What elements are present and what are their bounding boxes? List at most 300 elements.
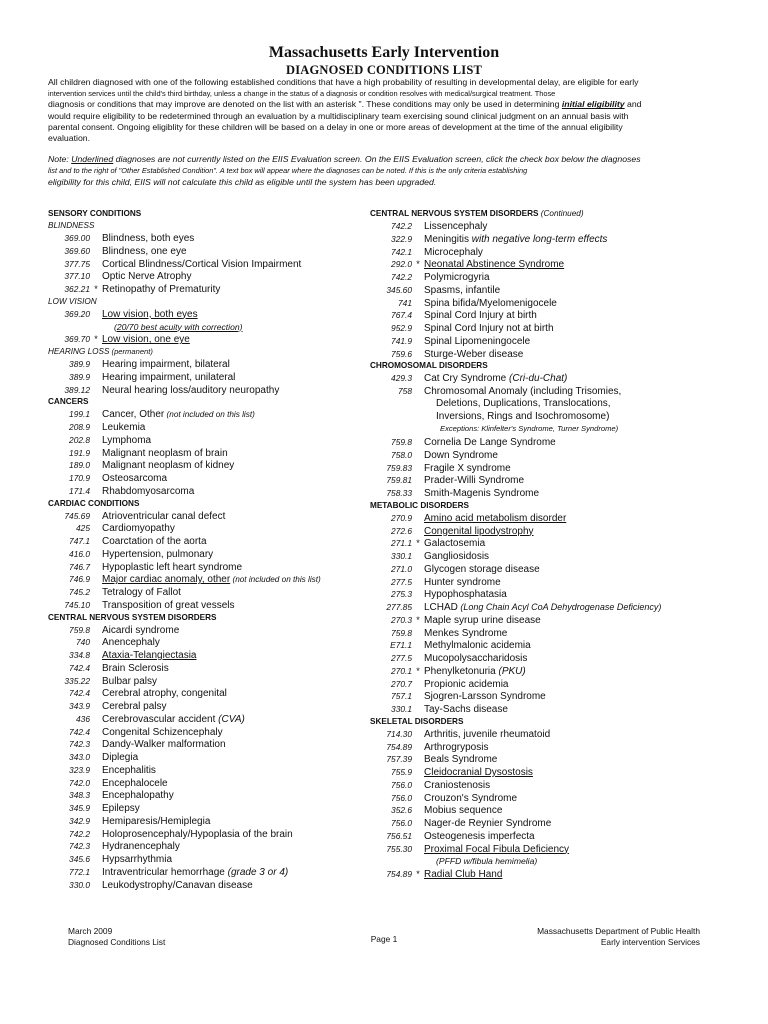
icd-code: 277.85 [386,602,412,612]
condition-row [370,563,720,576]
condition-row [48,548,358,561]
condition-name [102,867,288,878]
condition-row [48,662,358,675]
footer-date: March 2009 [68,926,113,936]
condition-name: Spinal Lipomeningocele [424,335,531,347]
section-heading: CARDIAC CONDITIONS [48,498,140,508]
continuation-text: (PFFD w/fibula hemimelia) [436,856,538,867]
condition-row [48,485,358,498]
condition-row [370,220,720,233]
icd-code: 345.9 [69,803,90,813]
icd-code: 742.3 [69,841,90,852]
condition-name: Down Syndrome [424,449,498,461]
icd-code: 191.9 [69,447,90,458]
condition-row [370,258,720,271]
condition-row [48,358,358,371]
condition-name: Osteosarcoma [102,473,168,484]
condition-name: Maple syrup urine disease [424,614,541,626]
icd-code: 759.8 [69,624,90,635]
icd-code: 759.83 [386,462,412,473]
icd-code: 741 [398,297,412,308]
footer-department: Early intervention Services [600,937,700,947]
condition-name: Mobius sequence [424,805,503,817]
icd-code: E71.1 [390,640,412,651]
icd-code: 389.9 [69,371,90,382]
intro-line: evaluation. [48,133,91,144]
condition-name: Sturge-Weber disease [424,348,524,360]
condition-name: Propionic acidemia [424,678,509,690]
continuation-text: (20/70 best acuity with correction) [114,321,243,332]
section-heading: METABOLIC DISORDERS [370,500,470,510]
icd-code: 758 [398,386,412,396]
icd-code: 271.1 [391,538,412,549]
icd-code: 742.2 [69,828,90,839]
condition-row [48,713,358,726]
icd-code: 345.6 [69,854,90,864]
condition-name: Tay-Sachs disease [424,704,508,715]
icd-code: 952.9 [391,323,412,333]
note-text: diagnoses are not currently listed on the EIIS Evaluation screen. On the EIIS Evaluation screen, click the check box below the diagnoses [113,154,641,164]
condition-label: Cerebrovascular accident [102,713,216,725]
section-heading: CANCERS [48,397,89,407]
condition-row [48,815,358,828]
condition-qualifier: (grade 3 or 4) [224,866,289,878]
condition-continuation: Inversions, Rings and Isochromosome) [436,410,610,422]
condition-row [48,561,358,574]
icd-code: 377.10 [64,271,90,282]
condition-row [370,665,720,678]
icd-code: 742.2 [391,272,412,282]
condition-row [48,308,358,321]
intro-line [48,99,720,110]
condition-name: Hypsarrhythmia [102,854,173,865]
icd-code: 745.69 [64,510,90,521]
condition-name: Rhabdomyosarcoma [102,485,195,497]
icd-code: 742.1 [391,246,412,257]
condition-row [48,535,358,548]
condition-label: Intraventricular hemorrhage [102,866,225,878]
condition-name: Smith-Magenis Syndrome [424,488,540,499]
icd-code: 755.9 [391,767,412,777]
asterisk: * [94,284,98,294]
icd-code: 270.7 [391,678,412,689]
asterisk: * [416,538,420,549]
icd-code: 271.0 [391,563,412,574]
icd-code: 714.30 [386,728,412,739]
condition-name: Epilepsy [102,803,140,814]
condition-row [48,802,358,815]
condition-row [370,627,720,640]
icd-code: 171.4 [69,485,90,496]
condition-name: Atrioventricular canal defect [102,510,226,522]
condition-label: Cat Cry Syndrome [424,373,507,385]
subsection-label: HEARING LOSS [48,347,110,356]
icd-code: 756.0 [391,779,412,790]
condition-name: Aicardi syndrome [102,624,180,636]
icd-code: 323.9 [69,764,90,775]
condition-name: Hydranencephaly [102,841,180,853]
icd-code: 756.0 [391,792,412,803]
icd-code: 189.0 [69,460,90,471]
icd-code: 759.8 [391,437,412,447]
icd-code: 389.12 [64,384,90,395]
condition-name: Ataxia-Telangiectasia [102,650,197,661]
condition-row [370,601,720,614]
icd-code: 362.21 [64,284,90,294]
icd-code: 330.0 [69,879,90,890]
condition-name: Hearing impairment, unilateral [102,371,236,383]
condition-row [48,522,358,535]
section-heading: SENSORY CONDITIONS [48,209,142,218]
condition-row [48,384,358,397]
condition-name: Osteogenesis imperfecta [424,830,535,842]
icd-code: 746.7 [69,561,90,572]
condition-name: Gangliosidosis [424,551,490,562]
condition-name: Menkes Syndrome [424,627,508,639]
condition-name: Optic Nerve Atrophy [102,271,192,283]
initial-eligibility-emphasis: initial eligibility [561,99,625,110]
condition-row [48,333,358,346]
condition-row [370,741,720,754]
condition-row [48,421,358,434]
condition-row [48,636,358,649]
condition-name: Anencephaly [102,637,160,649]
condition-row [370,271,720,284]
icd-code: 275.3 [391,589,412,600]
condition-qualifier: (Cri-du-Chat) [506,373,568,385]
icd-code: 199.1 [69,409,90,420]
icd-code: 758.0 [391,449,412,460]
condition-name [424,234,607,245]
condition-name: Microcephaly [424,246,483,258]
icd-code: 745.10 [64,599,90,610]
condition-name: Blindness, one eye [102,245,187,257]
condition-name: Arthrogryposis [424,741,489,753]
condition-name: Spinal Cord Injury not at birth [424,323,554,334]
condition-row [370,348,720,361]
condition-label: Cancer, Other [102,409,165,421]
icd-code: 277.5 [391,576,412,587]
condition-row [48,472,358,485]
condition-row [370,385,720,398]
condition-row [48,738,358,751]
icd-code: 425 [76,523,90,534]
icd-code: 369.70 [64,334,90,345]
icd-code: 270.3 [391,614,412,625]
icd-code: 747.1 [69,536,90,546]
intro-paragraph [48,77,720,144]
condition-row [48,447,358,460]
condition-row [370,690,720,703]
page-title: Massachusetts Early Intervention [268,44,500,61]
note-label: Note: [48,154,72,164]
asterisk: * [416,259,420,270]
condition-name: Transposition of great vessels [102,599,235,611]
condition-row [370,843,720,856]
condition-row [48,687,358,700]
condition-row [48,649,358,662]
condition-name: Low vision, one eye [102,334,190,346]
condition-row [48,751,358,764]
icd-code: 335.22 [64,675,90,686]
condition-row [370,614,720,627]
condition-name: Galactosemia [424,538,486,550]
condition-row [370,246,720,259]
section-heading: CENTRAL NERVOUS SYSTEM DISORDERS [48,612,217,622]
condition-row [370,576,720,589]
condition-name: Cerebral palsy [102,701,167,712]
condition-row [370,868,720,881]
condition-name: Congenital lipodystrophy [424,525,534,537]
page-subtitle: DIAGNOSED CONDITIONS LIST [285,63,483,77]
condition-name: Hunter syndrome [424,576,501,588]
intro-text: and [624,99,642,110]
icd-code: 202.8 [69,434,90,445]
condition-row [370,792,720,805]
condition-continuation [370,855,720,868]
condition-row [370,817,720,830]
condition-name: Nager-de Reynier Syndrome [424,818,552,829]
condition-row [370,728,720,741]
condition-name: Bulbar palsy [102,675,158,687]
icd-code: 342.9 [69,815,90,826]
condition-row [370,449,720,462]
condition-row [48,258,358,271]
condition-row [370,233,720,246]
condition-name: Hypertension, pulmonary [102,548,214,560]
condition-row [370,588,720,601]
condition-name: Dandy-Walker malformation [102,739,226,751]
icd-code: 343.9 [69,701,90,711]
condition-name: Leukodystrophy/Canavan disease [102,879,253,891]
condition-row [48,283,358,296]
condition-continuation: Deletions, Duplications, Translocations, [436,397,611,409]
condition-qualifier: (Long Chain Acyl CoA Dehydrogenase Deficiency) [457,602,662,612]
icd-code: 369.00 [64,233,90,243]
condition-row [48,371,358,384]
condition-name: Crouzon's Syndrome [424,792,518,804]
condition-row [370,309,720,322]
condition-row [48,599,358,612]
section-continued-note: (Continued) [538,209,584,218]
condition-name: Cerebral atrophy, congenital [102,688,227,700]
icd-code: 756.0 [391,818,412,828]
condition-row [48,434,358,447]
icd-code: 759.81 [386,475,412,486]
icd-code: 369.60 [64,245,90,256]
icd-code: 322.9 [391,233,412,244]
icd-code: 429.3 [391,373,412,384]
condition-name: Brain Sclerosis [102,662,169,674]
condition-name: Cleidocranial Dysostosis [424,767,533,778]
condition-qualifier: (PKU) [495,665,526,677]
subsection-note: (permanent) [109,347,153,356]
note-paragraph [48,154,720,188]
condition-row [48,840,358,853]
condition-row [370,335,720,348]
condition-name: Spinal Cord Injury at birth [424,310,537,322]
condition-qualifier: with negative long-term effects [469,233,608,245]
condition-name: Fragile X syndrome [424,462,511,474]
condition-name: Radial Club Hand [424,869,503,880]
condition-name: Sjogren-Larsson Syndrome [424,691,546,703]
condition-name: Methylmalonic acidemia [424,640,531,652]
subsection-heading: LOW VISION [48,296,97,306]
condition-row [48,726,358,739]
condition-name: Low vision, both eyes [102,308,198,320]
condition-name: Cardiomyopathy [102,523,175,535]
icd-code: 334.8 [69,650,90,660]
condition-name: Chromosomal Anomaly (including Trisomies, [424,386,622,397]
icd-code: 745.2 [69,587,90,597]
condition-row [48,789,358,802]
condition-row [48,624,358,637]
condition-name: Encephalopathy [102,790,174,802]
condition-name: Lissencephaly [424,221,488,232]
condition-row [48,270,358,283]
icd-code: 757.39 [386,754,412,765]
condition-name [102,714,245,725]
section-label: CENTRAL NERVOUS SYSTEM DISORDERS [370,209,539,218]
icd-code: 369.20 [64,308,90,319]
condition-name: Mucopolysaccharidosis [424,653,528,664]
condition-name [102,574,321,585]
condition-row [48,866,358,879]
condition-row [48,777,358,790]
intro-line: All children diagnosed with one of the following established conditions that have a high probability of resulting in developmental delay, are eligible for early [48,77,639,87]
condition-row [370,462,720,475]
condition-name: Lymphoma [102,434,152,446]
icd-code: 767.4 [391,310,412,321]
condition-name: Hearing impairment, bilateral [102,359,230,370]
underlined-word: Underlined [71,154,114,164]
icd-code: 754.89 [386,869,412,879]
asterisk: * [416,614,420,625]
condition-name: Beals Syndrome [424,754,498,766]
condition-row [48,245,358,258]
icd-code: 277.5 [391,653,412,663]
condition-row [370,436,720,449]
icd-code: 759.6 [391,348,412,359]
icd-code: 389.9 [69,359,90,369]
condition-row [370,766,720,779]
condition-row [370,753,720,766]
condition-name [424,373,567,384]
section-heading: CHROMOSOMAL DISORDERS [370,361,488,371]
condition-row [370,652,720,665]
condition-label: Phenylketonuria [424,665,496,677]
condition-name: Prader-Willi Syndrome [424,475,525,487]
condition-row [370,487,720,500]
condition-name: Craniostenosis [424,779,491,791]
condition-name: Blindness, both eyes [102,233,195,244]
condition-row [48,408,358,421]
condition-name: Coarctation of the aorta [102,536,207,547]
condition-name: Encephalitis [102,764,156,776]
icd-code: 348.3 [69,790,90,801]
note-line: eligibility for this child, EIIS will not calculate this child as eligible until the system has been upgraded. [48,176,437,187]
condition-name: Retinopathy of Prematurity [102,284,221,295]
condition-row [370,779,720,792]
condition-row [48,675,358,688]
condition-row [48,232,358,245]
condition-row [370,678,720,691]
icd-code: 757.1 [391,691,412,702]
icd-code: 343.0 [69,752,90,762]
asterisk: * [416,869,420,879]
condition-name: Holoprosencephaly/Hypoplasia of the brain [102,828,293,840]
icd-code: 352.6 [391,805,412,816]
condition-row [48,510,358,523]
condition-name: Spasms, infantile [424,284,501,296]
icd-code: 746.9 [69,574,90,585]
intro-line: intervention services until the child's third birthday, unless a change in the status of a diagnosis or condition resolves with medical/surgical treatment. Those [48,89,556,99]
icd-code: 330.1 [391,704,412,714]
condition-name: Neonatal Abstinence Syndrome [424,259,565,271]
condition-name: Hypophosphatasia [424,589,507,601]
right-column [370,208,720,881]
condition-row [370,512,720,525]
footer-right [537,926,700,948]
condition-name: Hypoplastic left heart syndrome [102,561,243,573]
icd-code: 270.9 [391,512,412,523]
condition-row [48,586,358,599]
section-heading [370,208,720,220]
icd-code: 740 [76,637,90,648]
subsection-heading [48,346,358,358]
condition-row [48,459,358,472]
condition-name: Cortical Blindness/Cortical Vision Impairment [102,258,302,270]
condition-row [48,879,358,892]
condition-name: Malignant neoplasm of brain [102,447,228,459]
condition-row [370,804,720,817]
condition-name: Congenital Schizencephaly [102,726,223,738]
condition-label: Major cardiac anomaly, other [102,574,231,586]
icd-code: 208.9 [69,422,90,432]
condition-qualifier: (not included on this list) [230,575,321,585]
condition-row [370,474,720,487]
condition-exceptions: Exceptions: Klinfelter's Syndrome, Turner Syndrome) [440,424,619,434]
condition-row [370,537,720,550]
condition-name [424,602,661,613]
condition-qualifier: (CVA) [215,713,245,725]
condition-name: Glycogen storage disease [424,563,540,575]
icd-code: 330.1 [391,551,412,561]
icd-code: 170.9 [69,473,90,483]
condition-name: Leukemia [102,422,146,433]
condition-name: Neural hearing loss/auditory neuropathy [102,384,280,396]
condition-name [102,409,255,420]
icd-code: 270.1 [391,665,412,676]
icd-code: 741.9 [391,335,412,346]
icd-code: 377.75 [64,258,90,269]
section-heading: SKELETAL DISORDERS [370,716,464,726]
condition-row [48,573,358,586]
condition-continuation [48,321,358,334]
condition-name: Hemiparesis/Hemiplegia [102,815,211,827]
condition-name: Spina bifida/Myelomenigocele [424,297,557,309]
condition-row [370,284,720,297]
condition-name: Arthritis, juvenile rheumatoid [424,728,551,740]
condition-name: Polymicrogyria [424,272,490,283]
subsection-heading: BLINDNESS [48,221,95,230]
condition-name: Tetralogy of Fallot [102,587,181,598]
condition-name: Malignant neoplasm of kidney [102,460,235,472]
icd-code: 758.33 [386,488,412,498]
condition-qualifier: (not included on this list) [164,410,255,420]
condition-row [370,297,720,310]
intro-line: would require eligibility to be redetermined through an evaluation by a multidisciplinary team exercising sound clinical judgment on an annual basis with [48,110,629,121]
